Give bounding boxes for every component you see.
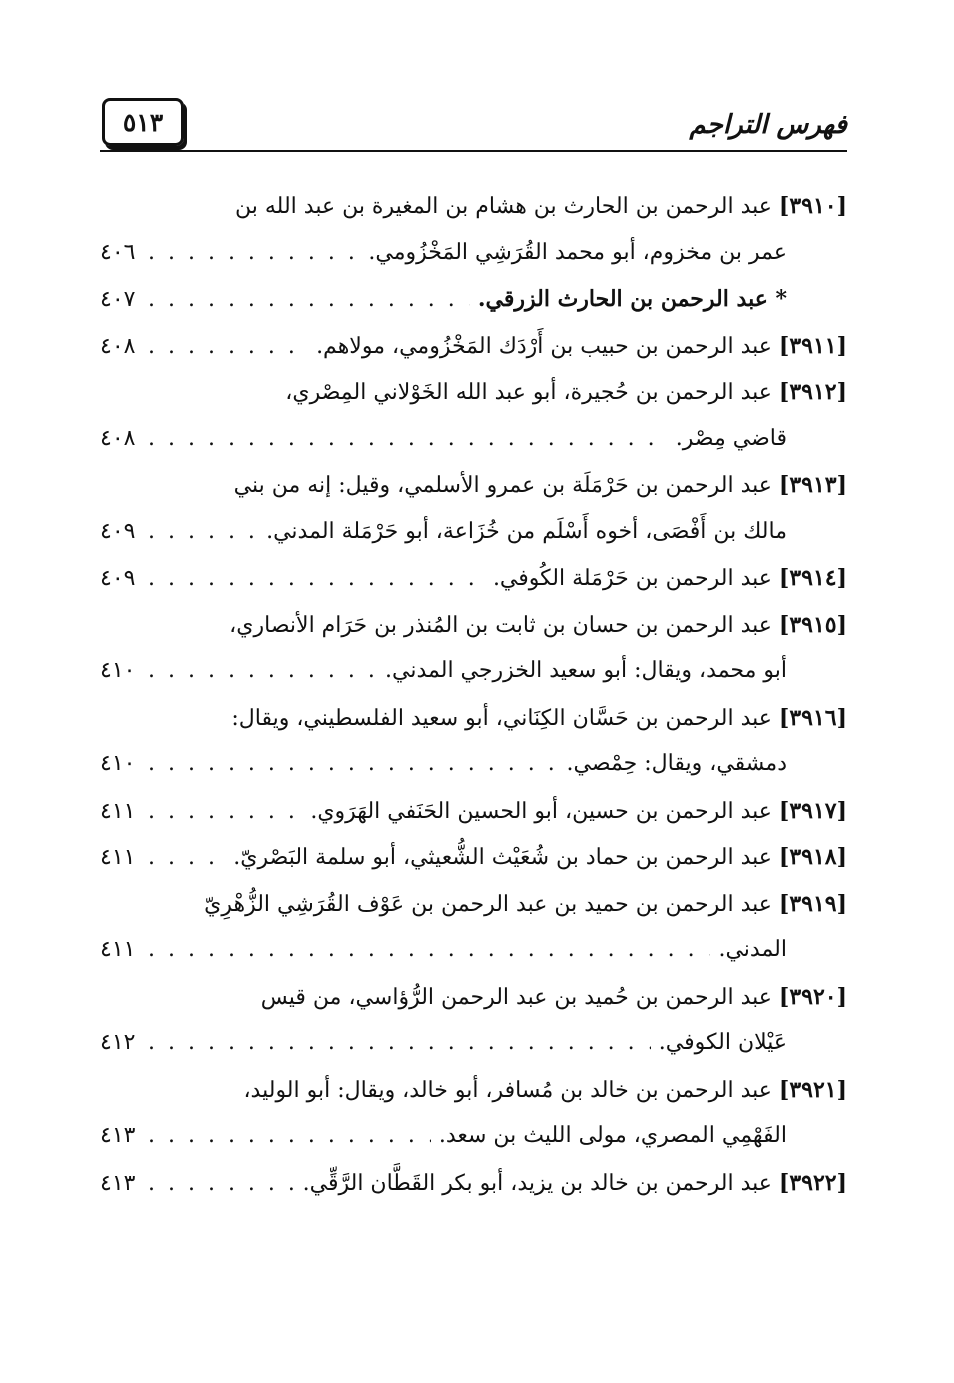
entry-line (100, 1160, 847, 1207)
entry-number: [٣٩١٤] (778, 565, 847, 591)
entry-line (100, 741, 847, 788)
entry-line (100, 974, 847, 1021)
index-entries (100, 183, 847, 1206)
entry-line (100, 927, 847, 974)
entry-text: دمشقي، ويقال: حِمْصي. (566, 751, 787, 776)
entry-number: [٣٩١٨] (778, 844, 847, 870)
page-ref: ٤١٣ (100, 1123, 136, 1148)
entry-number: [٣٩١٣] (778, 472, 847, 498)
entry-text: عمر بن مخزوم، أبو محمد القُرَشِي المَخْزُومي. (368, 239, 787, 265)
entry-text: عبد الرحمن بن خالد بن مُسافر، أبو خالد، ويقال: أبو الوليد، (243, 1077, 772, 1103)
entry-line (100, 323, 847, 370)
entry-line (100, 1067, 847, 1114)
page-number: ٥١٣ (122, 107, 164, 137)
entry-line (100, 788, 847, 835)
entry-line (100, 834, 847, 881)
entry-line (100, 509, 847, 556)
leader-dots (148, 1113, 431, 1160)
header-rule (100, 150, 847, 152)
leader-dots (148, 324, 308, 371)
entry-text: الفَهْمِي المصري، مولى الليث بن سعد. (438, 1123, 787, 1148)
leader-dots (148, 1020, 651, 1067)
entry-line (100, 881, 847, 928)
leader-dots (148, 509, 258, 556)
entry-number: [٣٩٢١] (778, 1076, 847, 1103)
entry-number: [٣٩٢٢] (778, 1169, 847, 1196)
page-ref: ٤١٢ (100, 1030, 136, 1055)
page-ref: ٤٠٦ (100, 239, 136, 265)
leader-dots (148, 789, 302, 836)
page-ref: ٤٠٨ (100, 425, 136, 451)
entry-text: قاضي مِصْر. (675, 425, 787, 451)
leader-dots (148, 277, 470, 324)
entry-line (100, 1020, 847, 1067)
entry-number: [٣٩١٦] (778, 704, 847, 731)
entry-text: عبد الرحمن بن حَرْمَلَة بن عمرو الأسلمي، وقيل: إنه من بني (233, 473, 772, 498)
page-ref: ٤٠٩ (100, 518, 136, 544)
leader-dots (148, 1161, 295, 1208)
entry-text: عبد الرحمن بن خالد بن يزيد، أبو بكر القَطَّان الرَّقِّي. (302, 1170, 772, 1196)
page-ref: ٤١٠ (100, 751, 136, 776)
entry-line (100, 555, 847, 602)
entry-number: [٣٩١١] (778, 332, 847, 359)
page-ref: ٤١٣ (100, 1170, 136, 1196)
entry-number: [٣٩١٩] (778, 890, 847, 917)
entry-number: [٣٩٢٠] (778, 983, 847, 1010)
leader-dots (148, 835, 225, 882)
leader-dots (148, 416, 668, 463)
page-ref: ٤٠٩ (100, 566, 136, 591)
leader-dots (148, 230, 360, 277)
entry-text: عبد الرحمن بن حُميد بن عبد الرحمن الرُّؤاسي، من قيس (260, 984, 772, 1010)
entry-line (100, 230, 847, 277)
entry-text: عبد الرحمن بن حسان بن ثابت بن المُنذر بن حَرَام الأنصاري، (229, 612, 772, 638)
entry-text: مالك بن أَفْصَى، أخوه أَسْلَم من خُزَاعة، أبو حَرْمَلة المدني. (266, 518, 787, 544)
cross-reference-text: * عبد الرحمن بن الحارث الزرقي. (477, 286, 787, 312)
leader-dots (148, 648, 377, 695)
entry-text: عَيْلان الكوفي. (658, 1030, 787, 1055)
entry-line (100, 462, 847, 509)
entry-text: عبد الرحمن بن حبيب بن أَرْدَك المَخْزُومي، مولاهم. (316, 333, 772, 359)
leader-dots (148, 556, 485, 603)
page-ref: ٤١١ (100, 798, 136, 824)
entry-text: عبد الرحمن بن حَرْمَلة الكُوفي. (492, 566, 772, 591)
entry-line (100, 183, 847, 230)
entry-text: المدني. (718, 937, 787, 962)
entry-number: [٣٩١٠] (778, 193, 847, 219)
page-header (100, 96, 847, 156)
entry-number: [٣٩١٥] (778, 611, 847, 638)
leader-dots (148, 927, 710, 974)
page-ref: ٤١٠ (100, 658, 136, 683)
entry-text: عبد الرحمن بن حُجيرة، أبو عبد الله الخَوْلاني المِصْري، (285, 380, 772, 405)
page-ref: ٤٠٨ (100, 333, 136, 359)
entry-number: [٣٩١٧] (778, 797, 847, 824)
page-ref: ٤٠٧ (100, 287, 136, 312)
page-ref: ٤١١ (100, 937, 136, 962)
running-title: فهرس التراجم (689, 110, 847, 140)
entry-text: أبو محمد، ويقال: أبو سعيد الخزرجي المدني. (385, 658, 787, 683)
entry-line (100, 695, 847, 742)
entry-line (100, 416, 847, 463)
entry-text: عبد الرحمن بن حميد بن عبد الرحمن بن عَوْف القُرَشِي الزُّهْرِيّ (204, 891, 772, 917)
entry-line (100, 276, 847, 323)
entry-text: عبد الرحمن بن حسين، أبو الحسين الحَنَفي الهَرَوي. (310, 798, 772, 824)
entry-line (100, 602, 847, 649)
entry-line (100, 648, 847, 695)
entry-line (100, 1113, 847, 1160)
entry-text: عبد الرحمن بن الحارث بن هشام بن المغيرة بن عبد الله بن (235, 194, 772, 219)
leader-dots (148, 741, 559, 788)
entry-text: عبد الرحمن بن حماد بن شُعَيْث الشُّعيثي، أبو سلمة البَصْريّ. (233, 845, 772, 870)
page-ref: ٤١١ (100, 845, 136, 870)
page-number-box (102, 98, 184, 146)
entry-number: [٣٩١٢] (778, 379, 847, 405)
entry-line (100, 369, 847, 416)
entry-text: عبد الرحمن بن حَسَّان الكِنَاني، أبو سعيد الفلسطيني، ويقال: (231, 705, 772, 731)
